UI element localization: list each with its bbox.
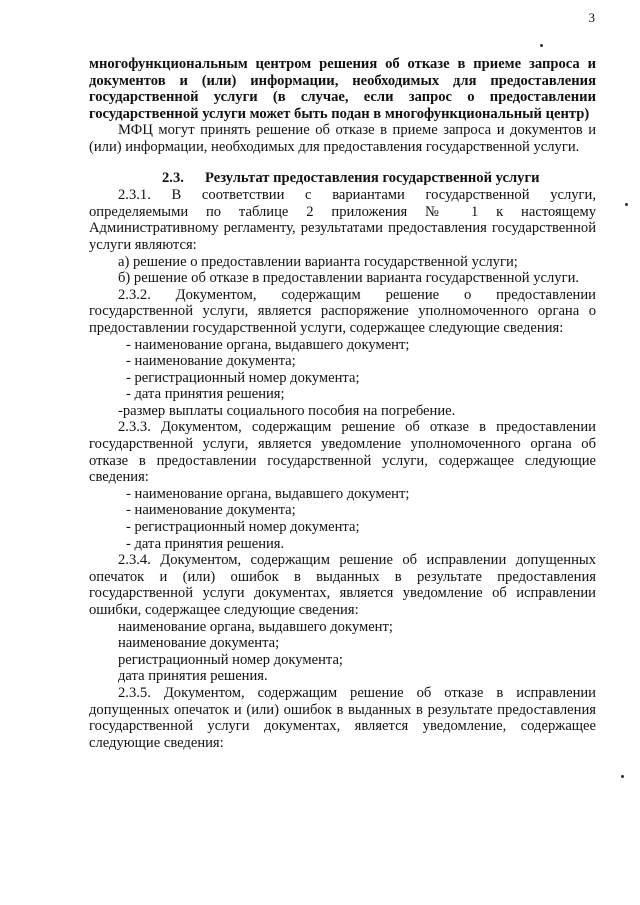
page-number: 3 <box>588 10 595 25</box>
list-item: наименование органа, выдавшего документ; <box>118 618 393 635</box>
list-item: -размер выплаты социального пособия на погребение. <box>118 402 456 419</box>
paragraph-2-3-3: 2.3.3. Документом, содержащим решение об отказе в предоставлении государственной услуги, является уведомление уполномоченного органа об отказе в предоставлении государственной услуги, содержащее следующие сведения: <box>89 419 596 486</box>
list-item: - регистрационный номер документа; <box>126 519 360 536</box>
scan-speck <box>540 44 543 47</box>
list-item: - наименование органа, выдавшего документ; <box>126 336 410 353</box>
section-title: Результат предоставления государственной услуги <box>205 169 540 186</box>
list-item: а) решение о предоставлении варианта государственной услуги; <box>118 253 518 270</box>
paragraph-2-3-2: 2.3.2. Документом, содержащим решение о предоставлении государственной услуги, является распоряжение уполномоченного органа о предоставлении государственной услуги, содержащее следующие сведения: <box>89 286 596 336</box>
list-item: - дата принятия решения. <box>126 535 285 552</box>
list-item: регистрационный номер документа; <box>118 651 343 668</box>
section-number: 2.3. <box>162 169 184 186</box>
list-item: наименование документа; <box>118 635 280 652</box>
list-item: дата принятия решения. <box>118 668 268 685</box>
list-item: - наименование органа, выдавшего документ; <box>126 485 410 502</box>
list-item: - дата принятия решения; <box>126 386 285 403</box>
section-heading <box>89 170 596 187</box>
document-body <box>89 56 596 751</box>
list-item: - регистрационный номер документа; <box>126 369 360 386</box>
paragraph-mfc-decision: МФЦ могут принять решение об отказе в приеме запроса и документов и (или) информации, необходимых для предоставления государственной услуги. <box>89 122 596 155</box>
paragraph-2-3-1: 2.3.1. В соответствии с вариантами государственной услуги, определяемыми по таблице 2 приложения № 1 к настоящему Административному регламенту, результатами предоставления государственной услуги являются: <box>89 187 596 253</box>
scan-speck <box>625 203 628 206</box>
list-item: б) решение об отказе в предоставлении варианта государственной услуги. <box>118 270 580 287</box>
list-item: - наименование документа; <box>126 502 296 519</box>
paragraph-2-3-5: 2.3.5. Документом, содержащим решение об отказе в исправлении допущенных опечаток и (или) ошибок в выданных в результате предоставления государственной услуги документах, является уведомление, содержащее следующие сведения: <box>89 684 596 751</box>
paragraph-2-3-4: 2.3.4. Документом, содержащим решение об исправлении допущенных опечаток и (или) ошибок в выданных в результате предоставления государственной услуги документах, является уведомление об исправлении ошибки, содержащее следующие сведения: <box>89 552 596 618</box>
paragraph-mfc-refusal-bold: многофункциональным центром решения об отказе в приеме запроса и документов и (или) информации, необходимых для предоставления государственной услуги (в случае, если запрос о предоставлении государственной услуги может быть подан в многофункциональный центр) <box>89 56 596 122</box>
list-item: - наименование документа; <box>126 353 296 370</box>
scan-speck <box>621 775 624 778</box>
